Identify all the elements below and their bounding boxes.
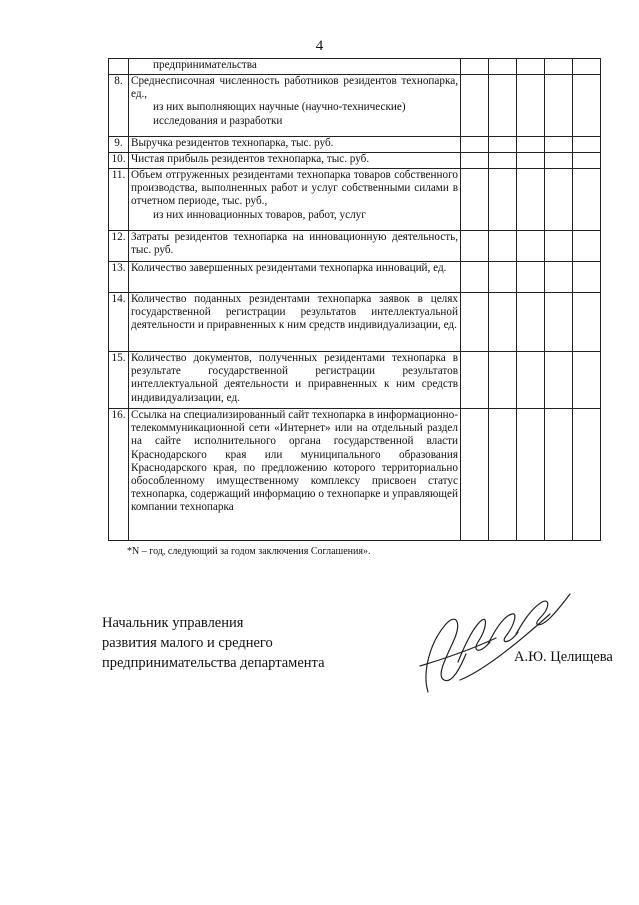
signatory-title-line: Начальник управления — [102, 615, 244, 631]
value-cell — [545, 59, 573, 75]
value-cell — [573, 293, 601, 352]
page-number: 4 — [315, 38, 324, 54]
handwritten-signature — [400, 580, 580, 700]
value-cell — [573, 75, 601, 137]
value-cell — [461, 169, 489, 231]
signatory-name: А.Ю. Целищева — [514, 649, 613, 665]
value-cell — [489, 137, 517, 153]
row-number — [109, 59, 129, 75]
row-number: 13. — [109, 262, 129, 293]
value-cell — [489, 231, 517, 262]
signatory-title — [102, 613, 325, 673]
value-cell — [489, 293, 517, 352]
value-cell — [461, 352, 489, 409]
indicators-table — [108, 58, 601, 541]
row-number: 8. — [109, 75, 129, 137]
table-row — [109, 262, 601, 293]
row-number: 11. — [109, 169, 129, 231]
row-label: Количество документов, полученных резидентами технопарка в результате государственной регистрации результатов интеллектуальной деятельности и приравненных к ним средств индивидуализации, ед. — [129, 352, 461, 409]
value-cell — [545, 352, 573, 409]
value-cell — [573, 153, 601, 169]
value-cell — [461, 153, 489, 169]
value-cell — [517, 75, 545, 137]
value-cell — [489, 409, 517, 541]
table-row — [109, 169, 601, 231]
row-label: Затраты резидентов технопарка на инновационную деятельность, тыс. руб. — [129, 231, 461, 262]
row-label: Чистая прибыль резидентов технопарка, тыс. руб. — [129, 153, 461, 169]
value-cell — [489, 153, 517, 169]
value-cell — [573, 137, 601, 153]
value-cell — [545, 137, 573, 153]
row-number: 16. — [109, 409, 129, 541]
row-number: 12. — [109, 231, 129, 262]
footnote: *N – год, следующий за годом заключения Соглашения». — [127, 546, 371, 557]
value-cell — [517, 262, 545, 293]
row-label: Ссылка на специализированный сайт технопарка в информационно-телекоммуникационной сети «Интернет» или на отдельный раздел на сайте исполнительного органа государственной власти Краснодарского края или муниципального образования Краснодарского края, по предложению которого территориально обособленному имущественному комплексу присвоен статус технопарка, содержащий информацию о технопарке и управляющей компании технопарка — [129, 409, 461, 541]
value-cell — [573, 409, 601, 541]
table-row — [109, 231, 601, 262]
value-cell — [573, 231, 601, 262]
row-label: Среднесписочная численность работников резидентов технопарка, ед., из них выполняющих научные (научно-технические) исследования и разработки — [129, 75, 461, 137]
row-label: Количество поданных резидентами технопарка заявок в целях государственной регистрации результатов интеллектуальной деятельности и приравненных к ним средств индивидуализации, ед. — [129, 293, 461, 352]
value-cell — [517, 293, 545, 352]
value-cell — [461, 409, 489, 541]
table-row — [109, 59, 601, 75]
row-label: Количество завершенных резидентами технопарка инноваций, ед. — [129, 262, 461, 293]
value-cell — [545, 262, 573, 293]
row-label: Объем отгруженных резидентами технопарка товаров собственного производства, выполненных работ и услуг собственными силами в отчетном периоде, тыс. руб., из них инновационных товаров, работ, услуг — [129, 169, 461, 231]
value-cell — [545, 409, 573, 541]
table-row — [109, 137, 601, 153]
value-cell — [573, 262, 601, 293]
table-row — [109, 293, 601, 352]
row-number: 10. — [109, 153, 129, 169]
value-cell — [517, 137, 545, 153]
signatory-title-line: предпринимательства департамента — [102, 655, 325, 671]
value-cell — [545, 231, 573, 262]
row-number: 9. — [109, 137, 129, 153]
value-cell — [517, 409, 545, 541]
value-cell — [573, 352, 601, 409]
value-cell — [489, 352, 517, 409]
table-row — [109, 75, 601, 137]
value-cell — [461, 137, 489, 153]
row-label: предпринимательства — [129, 59, 461, 75]
row-label: Выручка резидентов технопарка, тыс. руб. — [129, 137, 461, 153]
value-cell — [545, 169, 573, 231]
value-cell — [461, 75, 489, 137]
value-cell — [517, 352, 545, 409]
value-cell — [489, 75, 517, 137]
value-cell — [489, 59, 517, 75]
value-cell — [461, 231, 489, 262]
table-row — [109, 352, 601, 409]
value-cell — [517, 231, 545, 262]
value-cell — [545, 293, 573, 352]
value-cell — [517, 59, 545, 75]
row-number: 15. — [109, 352, 129, 409]
value-cell — [573, 169, 601, 231]
value-cell — [517, 153, 545, 169]
table-row — [109, 153, 601, 169]
row-number: 14. — [109, 293, 129, 352]
value-cell — [461, 293, 489, 352]
value-cell — [517, 169, 545, 231]
value-cell — [489, 262, 517, 293]
value-cell — [573, 59, 601, 75]
value-cell — [489, 169, 517, 231]
table-row — [109, 409, 601, 541]
value-cell — [461, 262, 489, 293]
signatory-title-line: развития малого и среднего — [102, 635, 273, 651]
value-cell — [545, 153, 573, 169]
value-cell — [461, 59, 489, 75]
value-cell — [545, 75, 573, 137]
